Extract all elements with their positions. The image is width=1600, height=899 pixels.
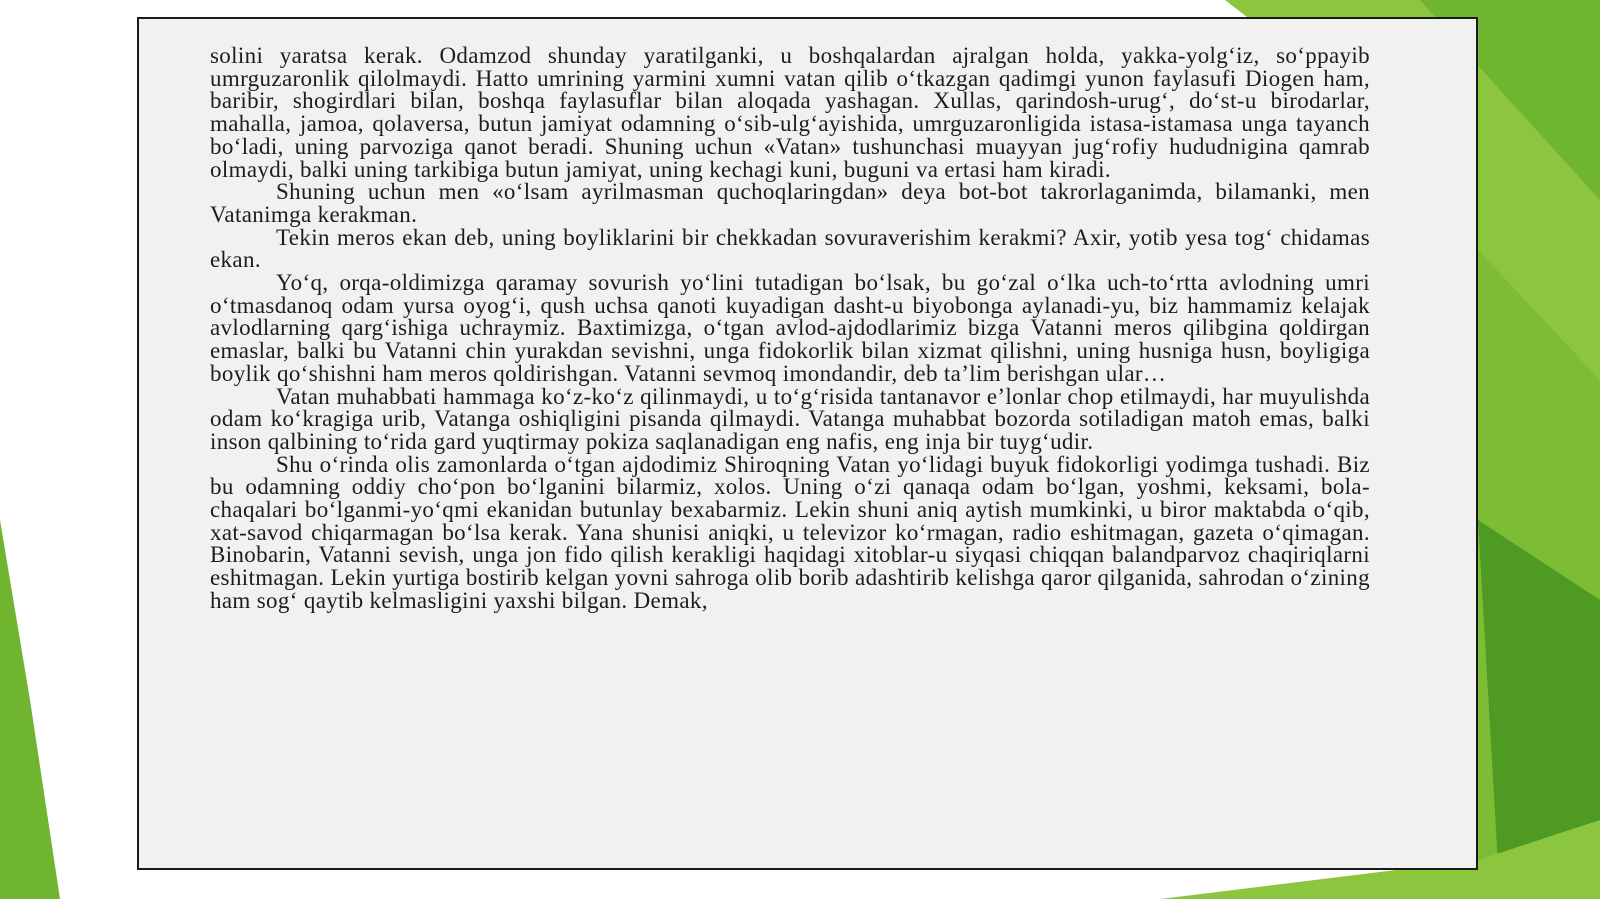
paragraph-3: Tekin meros ekan deb, uning boyliklarini bir chekkadan sovuraverishim kerakmi? Axir, yotib yesa tog‘ chidamas ekan. bbox=[210, 224, 1370, 273]
green-shape-left-bottom bbox=[0, 520, 60, 899]
paragraph-4: Yo‘q, orqa-oldimizga qaramay sovurish yo‘lini tutadigan bo‘lsak, bu go‘zal o‘lka uch-to‘rtta avlodning umri o‘tmasdanoq odam yursa oyog‘i, qush uchsa qanoti kuyadigan dasht-u biyobonga aylanadi-yu, biz hammamiz kelajak avlodlarning qarg‘ishiga uchraymiz. Baxtimizga, o‘tgan avlod-ajdodlarimiz bizga Vatanni meros qilibgina qoldirgan emaslar, balki bu Vatanni chin yurakdan sevishni, unga fidokorlik bilan xizmat qilishni, uning husniga husn, boyligiga boylik qo‘shishni ham meros qoldirishgan. Vatanni sevmoq imondandir, deb ta’lim berishgan ular… bbox=[210, 270, 1370, 386]
document-text bbox=[210, 45, 1370, 613]
paragraph-6: Shu o‘rinda olis zamonlarda o‘tgan ajdodimiz Shiroqning Vatan yo‘lidagi buyuk fidokorligi yodimga tushadi. Biz bu odamning oddiy cho‘pon bo‘lganini bilarmiz, xolos. Uning o‘zi qanaqa odam bo‘lgan, yoshmi, keksami, bola-chaqalari bo‘lganmi-yo‘qmi ekanidan butunlay bexabarmiz. Lekin shuni aniq aytish mumkinki, u biror maktabda o‘qib, xat-savod chiqarmagan bo‘lsa kerak. Yana shunisi aniqki, u televizor ko‘rmagan, radio eshitmagan, gazeta o‘qimagan. Binobarin, Vatanni sevish, unga jon fido qilish kerakligi haqidagi xitoblar-u siyqasi chiqqan balandparvoz chaqiriqlarni eshitmagan. Lekin yurtiga bostirib kelgan yovni sahroga olib borib adashtirib kelishga qaror qilganida, sahrodan o‘zining ham sog‘ qaytib kelmasligini yaxshi bilgan. Demak, bbox=[210, 451, 1370, 613]
paragraph-5: Vatan muhabbati hammaga ko‘z-ko‘z qilinmaydi, u to‘g‘risida tantanavor e’lonlar chop etilmaydi, har muyulishda odam ko‘kragiga urib, Vatanga oshiqligini pisanda qilmaydi. Vatanga muhabbat bozorda sotiladigan matoh emas, balki inson qalbining to‘rida gard yuqtirmay pokiza saqlanadigan eng nafis, eng inja bir tuyg‘udir. bbox=[210, 383, 1370, 454]
paragraph-2: Shuning uchun men «o‘lsam ayrilmasman quchoqlaringdan» deya bot-bot takrorlaganimda, bilamanki, men Vatanimga kerakman. bbox=[210, 179, 1370, 227]
green-shape-left-top bbox=[0, 0, 40, 30]
document-page bbox=[137, 17, 1478, 870]
paragraph-1: solini yaratsa kerak. Odamzod shunday yaratilganki, u boshqalardan ajralgan holda, yakka-yolg‘iz, so‘ppayib umrguzaronlik qilolmaydi. Hatto umrining yarmini xumni vatan qilib o‘tkazgan qadimgi yunon faylasufi Diogen ham, baribir, shogirdlari bilan, boshqa faylasuflar bilan aloqada yashagan. Xullas, qarindosh-urug‘, do‘st-u birodarlar, mahalla, jamoa, qolaversa, butun jamiyat odamning o‘sib-ulg‘ayishida, umrguzaronligida istasa-istamasa unga tayanch bo‘ladi, uning parvoziga qanot beradi. Shuning uchun «Vatan» tushunchasi muayyan jug‘rofiy hududnigina qamrab olmaydi, balki uning tarkibiga butun jamiyat, uning kechagi kuni, buguni va ertasi ham kiradi. bbox=[210, 43, 1370, 182]
